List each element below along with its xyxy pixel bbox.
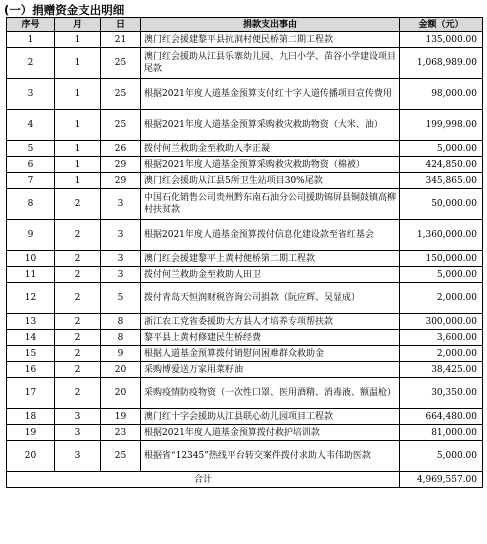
- table-row: [7, 346, 483, 362]
- total-row: [7, 472, 483, 488]
- table-row: [7, 378, 483, 409]
- header-day: 日: [101, 18, 141, 32]
- row-day: 25: [101, 441, 141, 472]
- row-description: 根据省“12345”热线平台转交案件拨付求助人韦伟助医款: [141, 441, 400, 472]
- row-month: 3: [55, 425, 101, 441]
- row-month: 1: [55, 48, 101, 79]
- row-amount: 345,865.00: [400, 173, 483, 189]
- row-amount: 300,000.00: [400, 314, 483, 330]
- row-serial: 20: [7, 441, 55, 472]
- row-description: 根据人道基金预算拨付销慰问困难群众救助金: [141, 346, 400, 362]
- row-day: 25: [101, 79, 141, 110]
- table-row: [7, 141, 483, 157]
- row-amount: 5,000.00: [400, 141, 483, 157]
- row-description: 根据2021年度人道基金预算采购救灾救助物资（棉被）: [141, 157, 400, 173]
- row-serial: 8: [7, 189, 55, 220]
- row-month: 1: [55, 157, 101, 173]
- row-month: 2: [55, 267, 101, 283]
- row-day: 20: [101, 362, 141, 378]
- row-amount: 150,000.00: [400, 251, 483, 267]
- table-row: [7, 251, 483, 267]
- row-description: 澳门红会援建黎平县抗洞村便民桥第二期工程款: [141, 32, 400, 48]
- section-title: (一）捐赠资金支出明细: [4, 3, 125, 17]
- row-day: 23: [101, 425, 141, 441]
- row-amount: 38,425.00: [400, 362, 483, 378]
- row-month: 2: [55, 283, 101, 314]
- row-amount: 2,000.00: [400, 346, 483, 362]
- row-month: 3: [55, 441, 101, 472]
- row-description: 澳门红会援建黎平上黄村便桥第二期工程款: [141, 251, 400, 267]
- row-amount: 135,000.00: [400, 32, 483, 48]
- row-description: 根据2021年度人道基金预算拨付救护培训款: [141, 425, 400, 441]
- row-description: 澳门红会援助从江县5所卫生站项目30%尾款: [141, 173, 400, 189]
- row-day: 29: [101, 173, 141, 189]
- header-amount: 金额（元）: [400, 18, 483, 32]
- row-amount: 1,068,989.00: [400, 48, 483, 79]
- row-day: 3: [101, 267, 141, 283]
- row-month: 2: [55, 251, 101, 267]
- table-row: [7, 189, 483, 220]
- row-day: 3: [101, 189, 141, 220]
- row-month: 1: [55, 79, 101, 110]
- row-amount: 199,998.00: [400, 110, 483, 141]
- table-row: [7, 110, 483, 141]
- row-serial: 16: [7, 362, 55, 378]
- row-serial: 12: [7, 283, 55, 314]
- total-label: 合计: [7, 472, 400, 488]
- row-month: 1: [55, 110, 101, 141]
- row-day: 25: [101, 48, 141, 79]
- row-month: 2: [55, 346, 101, 362]
- header-description: 捐款支出事由: [141, 18, 400, 32]
- row-month: 3: [55, 409, 101, 425]
- row-amount: 3,600.00: [400, 330, 483, 346]
- row-serial: 1: [7, 32, 55, 48]
- table-row: [7, 32, 483, 48]
- row-day: 3: [101, 251, 141, 267]
- row-description: 采购博爱送万家用菜籽油: [141, 362, 400, 378]
- row-month: 1: [55, 32, 101, 48]
- row-serial: 10: [7, 251, 55, 267]
- row-serial: 15: [7, 346, 55, 362]
- table-row: [7, 425, 483, 441]
- row-serial: 7: [7, 173, 55, 189]
- row-description: 拨付何兰救助金至救助人田卫: [141, 267, 400, 283]
- row-day: 21: [101, 32, 141, 48]
- row-description: 根据2021年度人道基金预算支付红十字人道传播项目宣传费用: [141, 79, 400, 110]
- row-month: 1: [55, 173, 101, 189]
- table-row: [7, 283, 483, 314]
- row-serial: 11: [7, 267, 55, 283]
- row-amount: 5,000.00: [400, 267, 483, 283]
- row-month: 2: [55, 378, 101, 409]
- header-serial: 序号: [7, 18, 55, 32]
- row-description: 浙江农工党省委援助大方县人才培养专项帮扶款: [141, 314, 400, 330]
- row-month: 2: [55, 314, 101, 330]
- row-description: 根据2021年度人道基金预算拨付信息化建设款至省红基会: [141, 220, 400, 251]
- row-day: 8: [101, 314, 141, 330]
- row-description: 黎平县上黄村修建民生桥经费: [141, 330, 400, 346]
- row-description: 拨付何兰救助金至救助人李正凝: [141, 141, 400, 157]
- table-row: [7, 267, 483, 283]
- row-day: 29: [101, 157, 141, 173]
- row-amount: 81,000.00: [400, 425, 483, 441]
- table-row: [7, 330, 483, 346]
- table-row: [7, 173, 483, 189]
- row-description: 澳门红十字会援助从江县联心幼儿园项目工程款: [141, 409, 400, 425]
- row-serial: 5: [7, 141, 55, 157]
- row-day: 5: [101, 283, 141, 314]
- row-amount: 2,000.00: [400, 283, 483, 314]
- row-month: 1: [55, 141, 101, 157]
- row-day: 8: [101, 330, 141, 346]
- row-serial: 3: [7, 79, 55, 110]
- row-description: 拨付青岛天恒润财税咨询公司捐款（阮应辉、吴显成）: [141, 283, 400, 314]
- row-serial: 4: [7, 110, 55, 141]
- row-serial: 14: [7, 330, 55, 346]
- table-header-row: [7, 18, 483, 32]
- row-serial: 19: [7, 425, 55, 441]
- table-row: [7, 441, 483, 472]
- row-amount: 50,000.00: [400, 189, 483, 220]
- table-row: [7, 220, 483, 251]
- row-day: 20: [101, 378, 141, 409]
- row-amount: 1,360,000.00: [400, 220, 483, 251]
- row-month: 2: [55, 220, 101, 251]
- total-amount: 4,969,557.00: [400, 472, 483, 488]
- table-row: [7, 362, 483, 378]
- row-description: 采购疫情防疫物资（一次性口罩、医用酒精、消毒液、额温枪）: [141, 378, 400, 409]
- row-serial: 6: [7, 157, 55, 173]
- row-month: 2: [55, 330, 101, 346]
- row-day: 9: [101, 346, 141, 362]
- row-description: 中国石化销售公司贵州黔东南石油分公司援助锦屏县铜鼓镇高柳村扶贫款: [141, 189, 400, 220]
- row-day: 26: [101, 141, 141, 157]
- row-day: 25: [101, 110, 141, 141]
- row-amount: 30,350.00: [400, 378, 483, 409]
- header-month: 月: [55, 18, 101, 32]
- row-description: 澳门红会援助从江县乐寨幼儿园、九曰小学、苗谷小学建设项目尾款: [141, 48, 400, 79]
- table-row: [7, 157, 483, 173]
- table-row: [7, 314, 483, 330]
- row-serial: 9: [7, 220, 55, 251]
- row-day: 19: [101, 409, 141, 425]
- row-amount: 98,000.00: [400, 79, 483, 110]
- table-row: [7, 409, 483, 425]
- row-month: 2: [55, 362, 101, 378]
- table-row: [7, 79, 483, 110]
- row-serial: 18: [7, 409, 55, 425]
- row-amount: 5,000.00: [400, 441, 483, 472]
- row-serial: 2: [7, 48, 55, 79]
- row-month: 2: [55, 189, 101, 220]
- row-amount: 664,480.00: [400, 409, 483, 425]
- row-day: 3: [101, 220, 141, 251]
- row-amount: 424,850.00: [400, 157, 483, 173]
- row-serial: 13: [7, 314, 55, 330]
- row-serial: 17: [7, 378, 55, 409]
- table-row: [7, 48, 483, 79]
- row-description: 根据2021年度人道基金预算采购救灾救助物资（大米、油）: [141, 110, 400, 141]
- expenditure-table: [6, 17, 483, 488]
